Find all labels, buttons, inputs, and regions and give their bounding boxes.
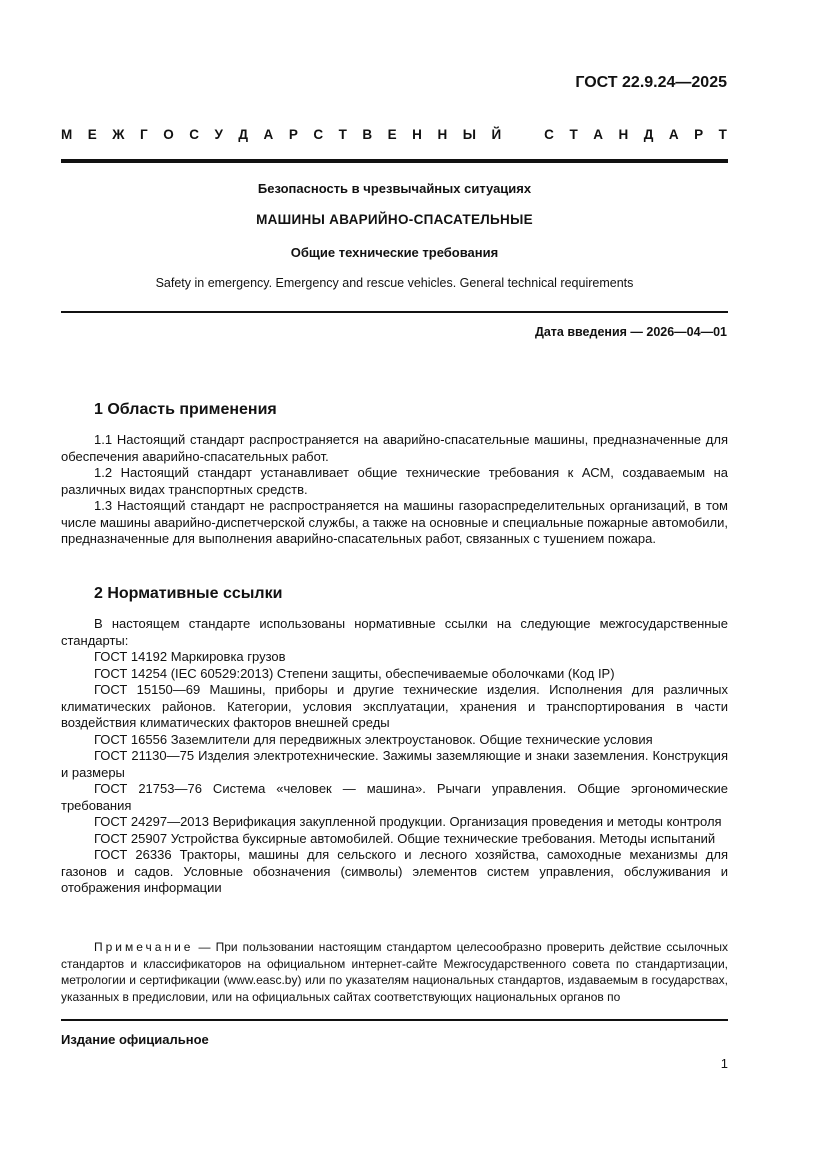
heading-letter: Н <box>412 127 422 142</box>
standard-type-heading <box>61 127 727 142</box>
reference-item: ГОСТ 14254 (IEC 60529:2013) Степени защиты, обеспечиваемые оболочками (Код IP) <box>94 665 615 681</box>
heading-letter: С <box>189 127 199 142</box>
document-code: ГОСТ 22.9.24—2025 <box>575 74 727 91</box>
reference-item: ГОСТ 21130—75 Изделия электротехнические. Зажимы заземляющие и знаки заземления. Конструкция и размеры <box>61 748 728 780</box>
heading-letter: Т <box>718 127 727 142</box>
heading-letter: Й <box>491 127 502 142</box>
reference-item: ГОСТ 21753—76 Система «человек — машина». Рычаги управления. Общие эргономические требования <box>61 781 728 813</box>
english-title: Safety in emergency. Emergency and rescue vehicles. General technical requirements <box>155 276 634 290</box>
reference-item: ГОСТ 14192 Маркировка грузов <box>94 649 286 664</box>
heading-letter: Т <box>338 127 347 142</box>
note-text: — При пользовании настоящим стандартом целесообразно проверить действие ссылочных стандартов и классификаторов на официальном интернет-сайте Межгосударственного совета по стандартизации, метрологии и сертификации (www.easc.by) или по указателям национальных стандартов, издаваемым в государствах, указанных в предисловии, или на официальных сайтах соответствующих национальных органов по <box>61 940 728 1004</box>
document-title: МАШИНЫ АВАРИЙНО-СПАСАТЕЛЬНЫЕ <box>256 212 533 227</box>
paragraph: 1.3 Настоящий стандарт не распространяется на машины газораспределительных организаций, в том числе машины аварийно-диспетчерской службы, а также на основные и специальные пожарные автомобили, предназначенные для выполнения аварийно-спасательных работ, связанных с тушением пожара. <box>61 498 728 546</box>
reference-item: ГОСТ 25907 Устройства буксирные автомобилей. Общие технические требования. Методы испытаний <box>94 830 716 846</box>
heading-letter: Г <box>140 127 148 142</box>
heading-letter: С <box>544 127 554 142</box>
heading-letter: В <box>362 127 373 142</box>
heading-letter: У <box>214 127 223 142</box>
section-1-heading: 1 Область применения <box>94 401 277 418</box>
heading-letter: А <box>593 127 603 142</box>
introduction-date: Дата введения — 2026—04—01 <box>534 325 727 339</box>
heading-letter: Р <box>694 127 704 142</box>
heading-letter: Д <box>643 127 654 142</box>
document-subtitle-category: Безопасность в чрезвычайных ситуациях <box>257 181 532 196</box>
heading-letter: А <box>263 127 274 142</box>
footer-rule <box>61 1019 728 1021</box>
note-label: Примечание <box>94 940 194 954</box>
header-rule <box>61 159 728 163</box>
edition-label: Издание официальное <box>61 1032 209 1047</box>
heading-letter: Е <box>387 127 397 142</box>
reference-item: ГОСТ 24297—2013 Верификация закупленной продукции. Организация проведения и методы контроля <box>94 814 722 829</box>
heading-letter: Е <box>87 127 97 142</box>
section-1-body <box>61 432 728 548</box>
heading-letter: Т <box>569 127 578 142</box>
reference-item: ГОСТ 15150—69 Машины, приборы и другие технические изделия. Исполнения для различных климатических районов. Категории, условия эксплуатации, хранения и транспортирования в части воздействия климатических факторов внешней среды <box>61 682 728 730</box>
heading-letter: Ы <box>462 127 476 142</box>
heading-letter: М <box>61 127 73 142</box>
heading-letter: Р <box>288 127 298 142</box>
title-rule <box>61 311 728 313</box>
heading-letter: Н <box>618 127 629 142</box>
word-gap <box>517 127 529 142</box>
heading-letter: С <box>313 127 324 142</box>
section-2-heading: 2 Нормативные ссылки <box>94 585 283 602</box>
section-2-body <box>61 616 728 897</box>
heading-letter: А <box>668 127 679 142</box>
heading-letter: Ж <box>112 127 125 142</box>
page-number: 1 <box>720 1056 728 1071</box>
document-subtitle: Общие технические требования <box>290 245 499 260</box>
heading-letter: Н <box>437 127 448 142</box>
paragraph: 1.1 Настоящий стандарт распространяется на аварийно-спасательные машины, предназначенные для обеспечения аварийно-спасательных работ. <box>61 432 728 464</box>
paragraph: 1.2 Настоящий стандарт устанавливает общие технические требования к АСМ, создаваемым на различных видах транспортных средств. <box>61 465 728 497</box>
heading-letter: Д <box>238 127 249 142</box>
note <box>61 939 728 1005</box>
paragraph: В настоящем стандарте использованы нормативные ссылки на следующие межгосударственные стандарты: <box>61 616 728 648</box>
reference-item: ГОСТ 26336 Тракторы, машины для сельского и лесного хозяйства, самоходные механизмы для газонов и садов. Условные обозначения (символы) элементов систем управления, обслуживания и отображения информации <box>61 847 728 895</box>
heading-letter: О <box>163 127 174 142</box>
reference-item: ГОСТ 16556 Заземлители для передвижных электроустановок. Общие технические условия <box>94 731 653 747</box>
